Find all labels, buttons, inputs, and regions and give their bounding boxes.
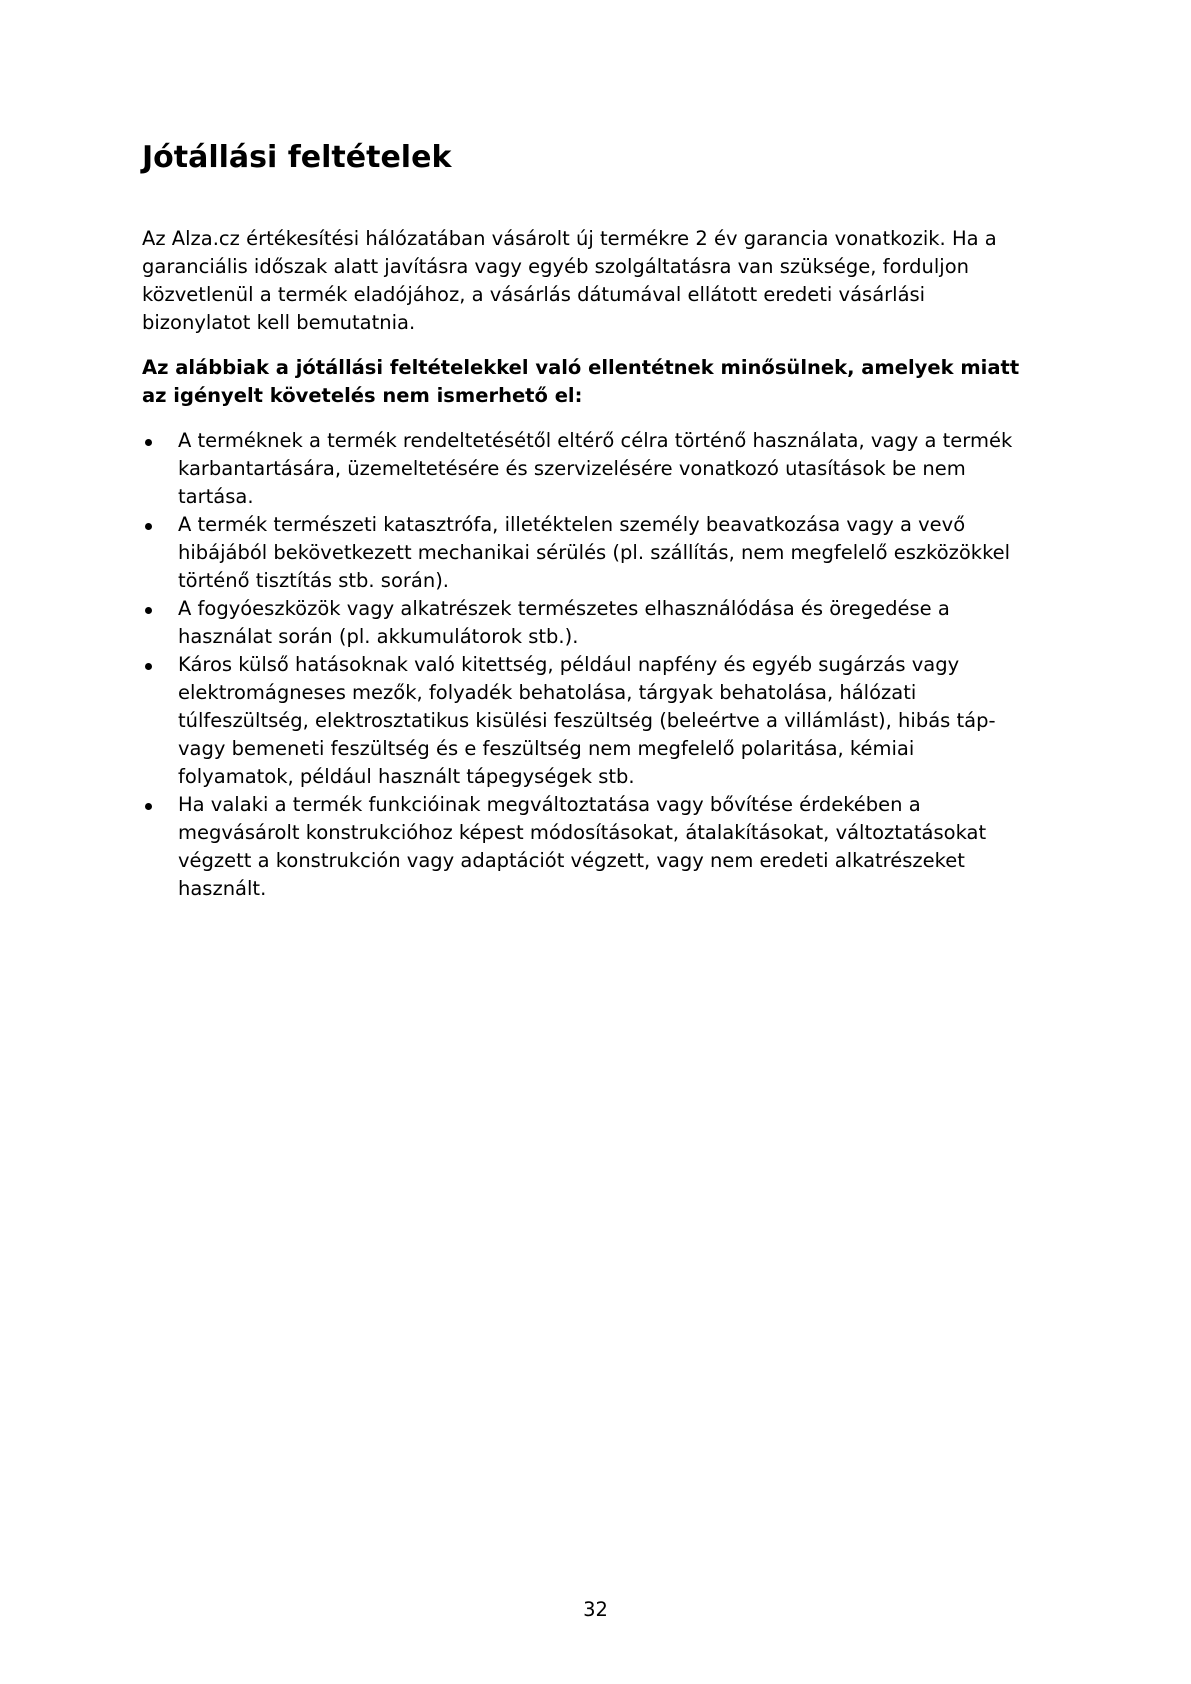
list-item <box>142 791 1042 903</box>
list-item-line: tartása. <box>178 485 254 508</box>
bullet-icon <box>145 803 152 810</box>
list-item-line: történő tisztítás stb. során). <box>178 569 450 592</box>
intro-line: garanciális időszak alatt javításra vagy egyéb szolgáltatásra van szüksége, forduljon <box>142 255 969 278</box>
list-item-line: vagy bemeneti feszültség és e feszültség nem megfelelő polaritása, kémiai <box>178 737 915 760</box>
list-item-line: Káros külső hatásoknak való kitettség, például napfény és egyéb sugárzás vagy <box>178 653 960 676</box>
list-item-line: megvásárolt konstrukcióhoz képest módosításokat, átalakításokat, változtatásokat <box>178 821 987 844</box>
intro-paragraph <box>142 225 1042 337</box>
exclusions-list <box>142 427 1042 903</box>
intro-line: Az Alza.cz értékesítési hálózatában vásárolt új termékre 2 év garancia vonatkozik. Ha a <box>142 227 997 250</box>
list-item <box>142 595 1042 651</box>
page-title: Jótállási feltételek <box>142 140 452 175</box>
exclusions-heading-line: az igényelt követelés nem ismerhető el: <box>142 384 583 407</box>
bullet-icon <box>145 607 152 614</box>
list-item-line: A terméknek a termék rendeltetésétől eltérő célra történő használata, vagy a termék <box>178 429 1013 452</box>
list-item-line: túlfeszültség, elektrosztatikus kisülési feszültség (beleértve a villámlást), hibás táp- <box>178 709 996 732</box>
list-item-line: Ha valaki a termék funkcióinak megváltoztatása vagy bővítése érdekében a <box>178 793 921 816</box>
list-item-line: hibájából bekövetkezett mechanikai sérülés (pl. szállítás, nem megfelelő eszközökkel <box>178 541 1011 564</box>
list-item-line: használt. <box>178 877 267 900</box>
list-item-line: karbantartására, üzemeltetésére és szervizelésére vonatkozó utasítások be nem <box>178 457 966 480</box>
exclusions-heading-line: Az alábbiak a jótállási feltételekkel való ellentétnek minősülnek, amelyek miatt <box>142 356 1020 379</box>
page-number: 32 <box>583 1598 608 1621</box>
list-item-line: használat során (pl. akkumulátorok stb.). <box>178 625 579 648</box>
exclusions-heading <box>142 354 1042 410</box>
bullet-icon <box>145 663 152 670</box>
intro-line: bizonylatot kell bemutatnia. <box>142 311 416 334</box>
bullet-icon <box>145 523 152 530</box>
list-item <box>142 427 1042 511</box>
list-item <box>142 651 1042 791</box>
intro-line: közvetlenül a termék eladójához, a vásárlás dátumával ellátott eredeti vásárlási <box>142 283 926 306</box>
list-item-line: végzett a konstrukción vagy adaptációt végzett, vagy nem eredeti alkatrészeket <box>178 849 965 872</box>
list-item-line: A termék természeti katasztrófa, illetéktelen személy beavatkozása vagy a vevő <box>178 513 966 536</box>
bullet-icon <box>145 439 152 446</box>
list-item <box>142 511 1042 595</box>
list-item-line: A fogyóeszközök vagy alkatrészek természetes elhasználódása és öregedése a <box>178 597 950 620</box>
list-item-line: elektromágneses mezők, folyadék behatolása, tárgyak behatolása, hálózati <box>178 681 917 704</box>
list-item-line: folyamatok, például használt tápegységek stb. <box>178 765 635 788</box>
